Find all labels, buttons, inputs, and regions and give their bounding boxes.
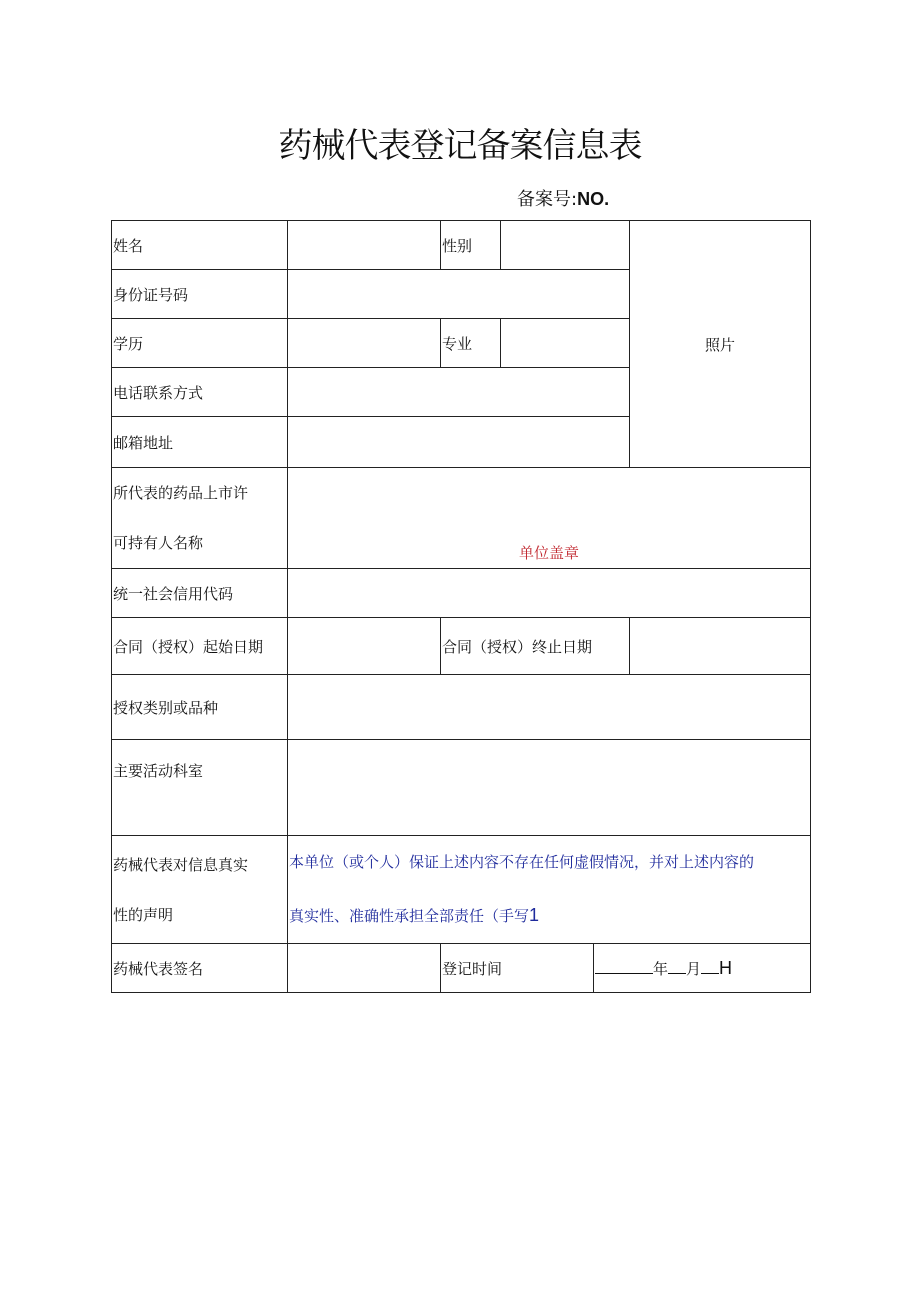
- name-label: 姓名: [112, 221, 288, 270]
- record-number-no: NO.: [577, 189, 610, 209]
- date-month-label: 月: [686, 959, 702, 978]
- auth-type-field[interactable]: [288, 675, 811, 740]
- department-label: 主要活动科室: [112, 740, 288, 836]
- day-blank[interactable]: [701, 964, 719, 974]
- declaration-label-line1: 药械代表对信息真实: [113, 855, 249, 874]
- month-blank[interactable]: [668, 964, 686, 974]
- date-day-label: H: [719, 957, 733, 978]
- contract-start-field[interactable]: [288, 618, 441, 675]
- declaration-text: [288, 836, 811, 944]
- company-stamp-label: 单位盖章: [518, 544, 579, 562]
- register-date-field[interactable]: [594, 944, 811, 993]
- declaration-text-tail: 1: [529, 905, 540, 925]
- holder-label: [112, 468, 288, 569]
- photo-label: 照片: [704, 335, 735, 354]
- education-label: 学历: [112, 319, 288, 368]
- holder-field[interactable]: [288, 468, 811, 569]
- year-blank[interactable]: [595, 961, 653, 974]
- email-field[interactable]: [288, 417, 630, 468]
- gender-label: 性别: [441, 221, 501, 270]
- register-time-label: 登记时间: [441, 944, 594, 993]
- id-number-label: 身份证号码: [112, 270, 288, 319]
- name-field[interactable]: [288, 221, 441, 270]
- page-title: 药械代表登记备案信息表: [278, 126, 642, 166]
- holder-label-line2: 可持有人名称: [113, 534, 204, 552]
- contract-end-field[interactable]: [630, 618, 811, 675]
- phone-label: 电话联系方式: [112, 368, 288, 417]
- date-year-label: 年: [653, 959, 669, 978]
- gender-field[interactable]: [501, 221, 630, 270]
- signature-field[interactable]: [288, 944, 441, 993]
- record-number-label: 备案号:: [517, 189, 578, 210]
- major-field[interactable]: [501, 319, 630, 368]
- id-number-field[interactable]: [288, 270, 630, 319]
- email-label: 邮箱地址: [112, 417, 288, 468]
- credit-code-field[interactable]: [288, 569, 811, 618]
- department-field[interactable]: [288, 740, 811, 836]
- contract-start-label: 合同（授权）起始日期: [112, 618, 288, 675]
- declaration-text-line1: 本单位（或个人）保证上述内容不存在任何虚假情况，并对上述内容的: [289, 853, 755, 871]
- holder-label-line1: 所代表的药品上市许: [113, 484, 249, 502]
- credit-code-label: 统一社会信用代码: [112, 569, 288, 618]
- education-field[interactable]: [288, 319, 441, 368]
- declaration-text-line2: 真实性、准确性承担全部责任（手写: [289, 907, 530, 925]
- phone-field[interactable]: [288, 368, 630, 417]
- declaration-label: [112, 836, 288, 944]
- photo-box[interactable]: [630, 221, 811, 468]
- auth-type-label: 授权类别或品种: [112, 675, 288, 740]
- declaration-label-line2: 性的声明: [113, 905, 174, 924]
- major-label: 专业: [441, 319, 501, 368]
- record-number: [517, 185, 609, 211]
- contract-end-label: 合同（授权）终止日期: [441, 618, 630, 675]
- registration-form: [111, 220, 811, 993]
- signature-label: 药械代表签名: [112, 944, 288, 993]
